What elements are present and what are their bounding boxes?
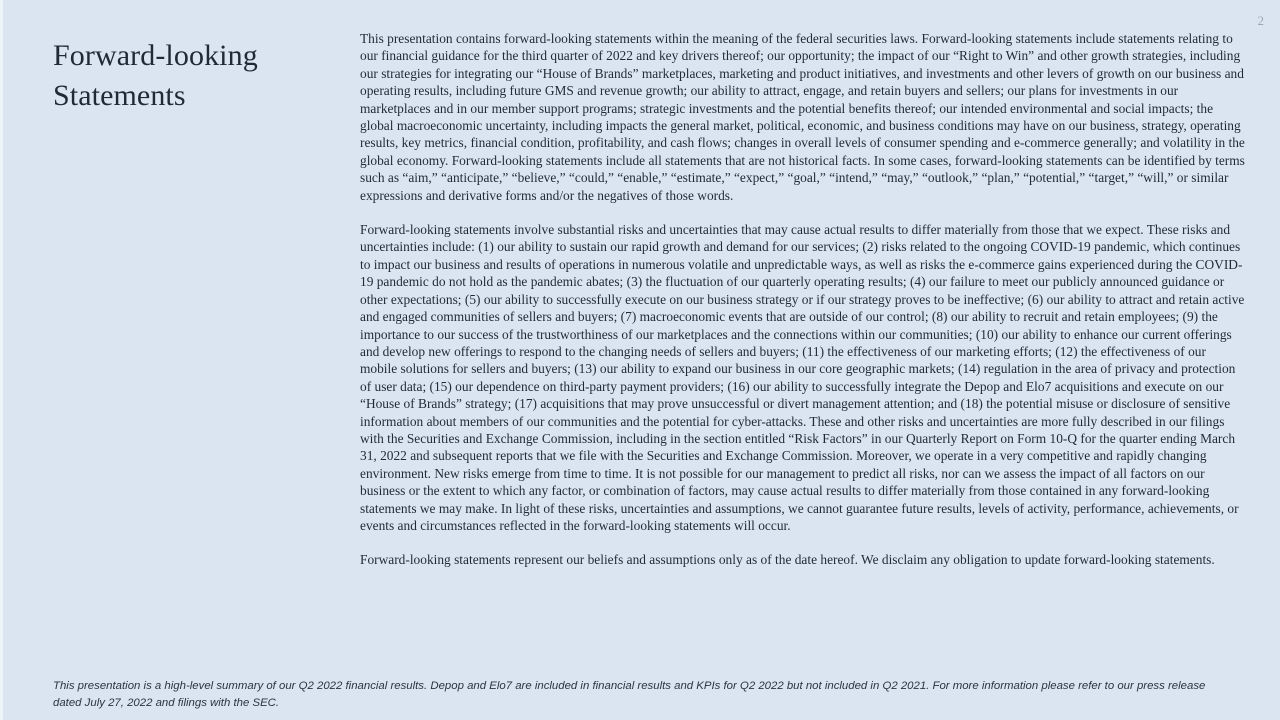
slide-number: 2 bbox=[1257, 13, 1264, 28]
disclaimer-paragraph-2: Forward-looking statements involve substantial risks and uncertainties that may cause actual results to differ materially from those that we expect. These risks and uncertainties include: (1) our ability to sustain our rapid growth and demand for our services; (2) risks related to the ongoing COVID-19 pandemic, which continues to impact our business and results of operations in numerous volatile and unpredictable ways, as well as risks the e-commerce gains experienced during the COVID-19 pandemic do not hold as the pandemic abates; (3) the fluctuation of our quarterly operating results; (4) our failure to meet our publicly announced guidance or other expectations; (5) our ability to successfully execute on our business strategy or if our strategy proves to be ineffective; (6) our ability to attract and retain active and engaged communities of sellers and buyers; (7) macroeconomic events that are outside of our control; (8) our ability to recruit and retain employees; (9) the importance to our success of the trustworthiness of our marketplaces and the connections within our communities; (10) our ability to enhance our current offerings and develop new offerings to respond to the changing needs of sellers and buyers; (11) the effectiveness of our marketing efforts; (12) the effectiveness of our mobile solutions for sellers and buyers; (13) our ability to expand our business in our core geographic markets; (14) regulation in the area of privacy and protection of user data; (15) our dependence on third-party payment providers; (16) our ability to successfully integrate the Depop and Elo7 acquisitions and execute on our “House of Brands” strategy; (17) acquisitions that may prove unsuccessful or divert management attention; and (18) the potential misuse or disclosure of sensitive information about members of our communities and the potential for cyber-attacks. These and other risks and uncertainties are more fully described in our filings with the Securities and Exchange Commission, including in the section entitled “Risk Factors” in our Quarterly Report on Form 10-Q for the quarter ending March 31, 2022 and subsequent reports that we file with the Securities and Exchange Commission. Moreover, we operate in a very competitive and rapidly changing environment. New risks emerge from time to time. It is not possible for our management to predict all risks, nor can we assess the impact of all factors on our business or the extent to which any factor, or combination of factors, may cause actual results to differ materially from those contained in any forward-looking statements we may make. In light of these risks, uncertainties and assumptions, we cannot guarantee future results, levels of activity, performance, achievements, or events and circumstances reflected in the forward-looking statements will occur. bbox=[360, 222, 1245, 533]
page-title: Forward-looking Statements bbox=[53, 39, 258, 112]
disclaimer-body bbox=[360, 30, 1245, 569]
footnote: This presentation is a high-level summary of our Q2 2022 financial results. Depop and Elo7 are included in financial results and KPIs for Q2 2022 but not included in Q2 2021. For more information please refer to our press release dated July 27, 2022 and filings with the SEC. bbox=[53, 680, 1206, 709]
disclaimer-paragraph-3: Forward-looking statements represent our beliefs and assumptions only as of the date hereof. We disclaim any obligation to update forward-looking statements. bbox=[360, 552, 1215, 568]
disclaimer-paragraph-1: This presentation contains forward-looking statements within the meaning of the federal securities laws. Forward-looking statements include statements relating to our financial guidance for the third quarter of 2022 and key drivers thereof; our opportunity; the impact of our “Right to Win” and other growth strategies, including our strategies for integrating our “House of Brands” marketplaces, marketing and product initiatives, and investments and other levers of growth on our business and operating results, including future GMS and revenue growth; our ability to attract, engage, and retain buyers and sellers; our plans for investments in our marketplaces and in our member support programs; strategic investments and the potential benefits thereof; our intended environmental and social impacts; the global macroeconomic uncertainty, including impacts the general market, political, economic, and business conditions may have on our business, strategy, operating results, key metrics, financial condition, profitability, and cash flows; changes in overall levels of consumer spending and e-commerce generally; and volatility in the global economy. Forward-looking statements include all statements that are not historical facts. In some cases, forward-looking statements can be identified by terms such as “aim,” “anticipate,” “believe,” “could,” “enable,” “estimate,” “expect,” “goal,” “intend,” “may,” “outlook,” “plan,” “potential,” “target,” “will,” or similar expressions and derivative forms and/or the negatives of those words. bbox=[360, 31, 1245, 203]
